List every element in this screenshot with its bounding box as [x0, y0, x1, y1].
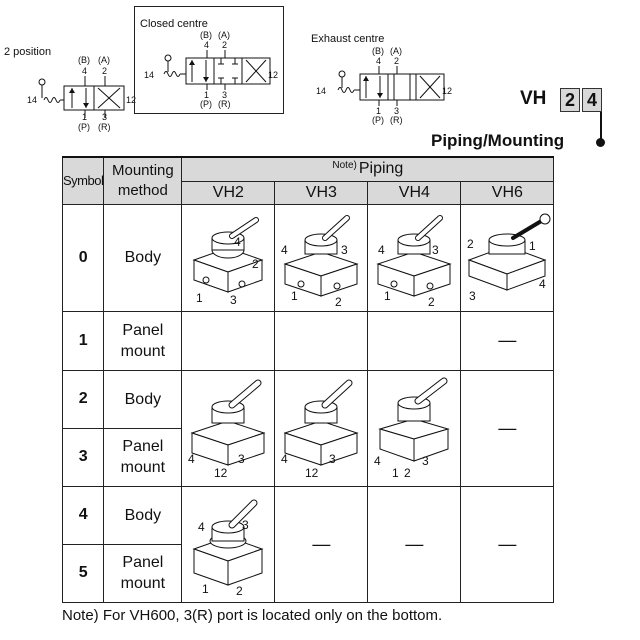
symc-num-14: 14 [144, 70, 155, 80]
mounting-line1: Body [124, 390, 162, 408]
row-symbol: 4 [63, 486, 104, 544]
vh3s-port-4: 4 [281, 452, 289, 466]
vh2s-port-3: 3 [238, 452, 246, 466]
syme-num-14: 14 [316, 86, 327, 96]
sym2-num-3: 3 [102, 112, 108, 122]
piping-mounting-table [62, 156, 554, 603]
order-code-box-piping-mounting: 4 [582, 88, 602, 112]
vh2s-port-4: 4 [188, 452, 196, 466]
vh3-panel-merged [275, 311, 368, 370]
mounting-line2: mount [120, 342, 166, 360]
header-mounting-line2: method [117, 181, 168, 199]
vh2-side-drawing [182, 373, 274, 483]
syme-num-1: 1 [376, 106, 382, 116]
vh6-body-drawing [461, 208, 553, 308]
vh2b-port-3: 3 [242, 518, 250, 532]
valve-image-vh3-body [275, 204, 368, 311]
two-position-label: 2 position [4, 46, 52, 58]
header-piping [182, 157, 554, 181]
row-mounting [104, 311, 182, 370]
vh2-port-2: 2 [252, 256, 260, 271]
order-code-box-series: 2 [560, 88, 580, 112]
table-row [63, 370, 554, 428]
symc-port-r: (R) [218, 99, 231, 109]
vh2b-port-4: 4 [198, 520, 206, 534]
syme-port-p: (P) [372, 115, 384, 125]
vh2s-port-12: 12 [214, 466, 228, 480]
vh2-body-drawing [182, 208, 274, 308]
mounting-line1: Panel [122, 438, 164, 455]
vh4s-port-1: 1 [392, 466, 400, 480]
column-vh3: VH3 [275, 181, 368, 204]
mounting-line1: Body [124, 506, 162, 524]
sym2-port-p: (P) [78, 122, 90, 132]
header-symbol: Symbol [63, 157, 104, 204]
table-row [63, 204, 554, 311]
vh4-panel-merged [368, 311, 461, 370]
syme-port-r: (R) [390, 115, 403, 125]
symc-port-b: (B) [200, 30, 212, 40]
footnote: Note) For VH600, 3(R) port is located only on the bottom. [62, 607, 443, 624]
symc-port-a: (A) [218, 30, 230, 40]
sym2-port-r: (R) [98, 122, 111, 132]
mounting-line1: Body [124, 249, 162, 266]
vh2-port-4: 4 [234, 234, 242, 249]
valve-image-vh2-body [182, 204, 275, 311]
table-row [63, 311, 554, 370]
vh4s-port-2: 2 [404, 466, 412, 480]
vh3-side-drawing [275, 373, 367, 483]
row-symbol: 2 [63, 370, 104, 428]
mounting-line2: mount [120, 575, 166, 592]
vh4-side-drawing [368, 373, 460, 483]
column-vh6: VH6 [461, 181, 554, 204]
vh6-port-2: 2 [467, 236, 475, 251]
row-symbol: 3 [63, 428, 104, 486]
header-piping-note: Note) [332, 160, 357, 172]
column-vh2: VH2 [182, 181, 275, 204]
vh2b-port-1: 1 [202, 582, 210, 596]
sym2-num-12: 12 [126, 95, 137, 105]
column-vh4: VH4 [368, 181, 461, 204]
header-piping-text: Piping [358, 160, 404, 178]
vh3-port-2: 2 [335, 294, 343, 308]
symc-num-1: 1 [204, 90, 210, 100]
vh2b-port-2: 2 [236, 584, 244, 598]
vh4-port-4: 4 [378, 242, 386, 257]
row-symbol: 5 [63, 544, 104, 602]
vh3-port-4: 4 [281, 242, 289, 257]
vh3-body-drawing [275, 208, 367, 308]
mounting-line1: Panel [122, 321, 164, 339]
vh2-port-1: 1 [196, 290, 204, 305]
piping-mounting-label: Piping/Mounting [431, 131, 565, 150]
row-symbol: 1 [63, 311, 104, 370]
vh3s-port-12: 12 [305, 466, 319, 480]
vh4s-port-3: 3 [422, 454, 430, 468]
exhaust-centre-valve-symbol [314, 44, 464, 124]
symc-num-2: 2 [222, 40, 228, 50]
valve-image-vh2-bottom [182, 486, 275, 602]
mounting-line1: Panel [122, 554, 164, 571]
sym2-num-14: 14 [27, 95, 38, 105]
sym2-num-4: 4 [82, 66, 88, 76]
exhaust-centre-label: Exhaust centre [311, 33, 385, 45]
vh6-side-not-available: — [461, 370, 554, 486]
vh3-bottom-not-available: — [275, 486, 368, 602]
row-mounting [104, 428, 182, 486]
vh6-port-3: 3 [469, 288, 477, 303]
syme-num-3: 3 [394, 106, 400, 116]
syme-num-4: 4 [376, 56, 382, 66]
sym2-num-2: 2 [102, 66, 108, 76]
header-mounting-line1: Mounting [112, 161, 174, 179]
vh4-port-3: 3 [432, 242, 440, 257]
vh4-bottom-not-available: — [368, 486, 461, 602]
vh3-port-1: 1 [291, 288, 299, 303]
vh2-bottom-drawing [182, 489, 274, 599]
sym2-port-b: (B) [78, 55, 90, 65]
row-symbol: 0 [63, 204, 104, 311]
two-position-valve-symbol [24, 52, 137, 132]
sym2-port-a: (A) [98, 55, 110, 65]
symc-num-12: 12 [268, 70, 279, 80]
row-mounting [104, 370, 182, 428]
order-code-prefix: VH [520, 88, 547, 109]
vh6-panel-not-available: — [461, 311, 554, 370]
mounting-line2: mount [120, 459, 166, 476]
row-mounting [104, 544, 182, 602]
row-mounting [104, 204, 182, 311]
symc-port-p: (P) [200, 99, 212, 109]
valve-image-vh2-side [182, 370, 275, 486]
closed-centre-label: Closed centre [140, 18, 208, 30]
header-mounting-method [104, 157, 182, 204]
vh6-bottom-not-available: — [461, 486, 554, 602]
syme-num-12: 12 [442, 86, 453, 96]
vh6-port-4: 4 [539, 276, 547, 291]
vh6-port-1: 1 [529, 238, 537, 253]
valve-image-vh4-body [368, 204, 461, 311]
valve-image-vh4-side [368, 370, 461, 486]
table-row [63, 486, 554, 544]
valve-image-vh3-side [275, 370, 368, 486]
syme-num-2: 2 [394, 56, 400, 66]
vh2-port-3: 3 [230, 292, 238, 307]
vh4-body-drawing [368, 208, 460, 308]
vh4s-port-4: 4 [374, 454, 382, 468]
vh3s-port-3: 3 [329, 452, 337, 466]
syme-port-b: (B) [372, 46, 384, 56]
vh3-port-3: 3 [341, 242, 349, 257]
vh2-panel-merged [182, 311, 275, 370]
sym2-num-1: 1 [82, 112, 88, 122]
valve-image-vh6-body [461, 204, 554, 311]
closed-centre-valve-symbol [142, 28, 282, 108]
row-mounting [104, 486, 182, 544]
symc-num-4: 4 [204, 40, 210, 50]
vh4-port-2: 2 [428, 294, 436, 308]
vh4-port-1: 1 [384, 288, 392, 303]
syme-port-a: (A) [390, 46, 402, 56]
piping-mounting-leader-dot [596, 138, 605, 147]
symc-num-3: 3 [222, 90, 228, 100]
